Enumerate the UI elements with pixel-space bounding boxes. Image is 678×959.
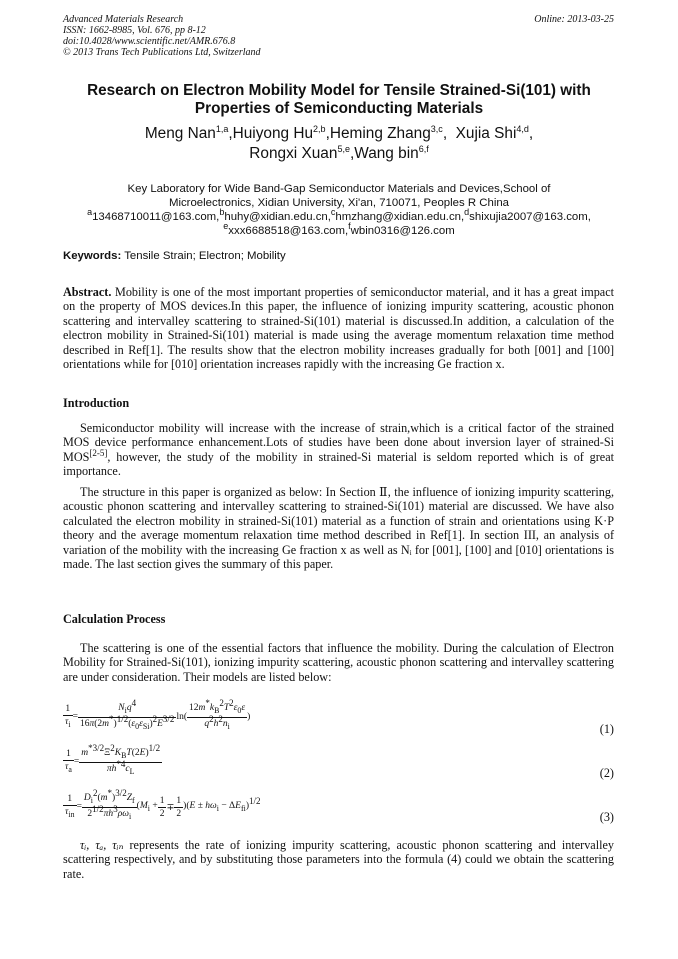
email-line: $^e$xxx6688518@163.com,$^f$wbin0316@126.com [223, 221, 455, 237]
email-sup: f [348, 221, 351, 232]
abstract-text: Mobility is one of the most important properties of semiconductor material, and it has a great impact on the property of MOS devices.In this paper, the influence of ionizing impurity scattering, acoustic phonon scattering and intervalley scattering to strained-Si(101) material is discussed.In addition, a calculation of the electron mobility in Strained-Si(101) material is made using the average momentum relaxation time method described in Ref[1]. The results show that the electron mobility increases gradually for both [001] and [100] orientations while for [010] orientation increases rapidly with the increasing Ge fraction x. [63, 285, 614, 372]
tau-symbols: τᵢ, τₐ, τᵢₙ [80, 838, 124, 852]
journal-name: Advanced Materials Research [63, 14, 184, 25]
eq-fraction: $\frac{1}{2}$ [159, 795, 165, 819]
affiliation-line: Microelectronics, Xidian University, Xi'an, 710071, Peoples R China [168, 197, 510, 209]
email-link[interactable]: xxx6688518@163.com [228, 225, 345, 237]
eq-fraction: $\frac{1}{\tau_a}$ [65, 749, 72, 775]
calc-paragraph-1: The scattering is one of the essential factors that influence the mobility. During the calculation of Electron Mobility for Strained-Si(101), ionizing impurity scattering, acoustic phonon scattering and intervalley scattering are under consideration. Their models are listed below: [63, 641, 614, 684]
equation-3: $\frac{1}{\tau_{in}}$ = $\frac{D_i^2(m^*)^{3/2}Z_f}{2^{1/2}\pi h^3\rho\omega_i}$ ($M_i$ + $\frac{1}{2}$ ∓ $\frac{1}{2}$ )$(E \pm h\omega_i - \Delta E_{fi})^{1/2}$ [65, 787, 261, 821]
author-sup: 6,f [418, 143, 429, 154]
online-date: Online: 2013-03-25 [534, 14, 614, 25]
intro-text: Semiconductor mobility will increase with the increase of strain,which is a critical factor of the strained MOS device performance enhancement.Lots of studies have been done about inversion layer of strained-Si MOS [63, 421, 614, 464]
citation: [2-5] [89, 447, 108, 458]
keywords-text: Tensile Strain; Electron; Mobility [124, 250, 286, 262]
email-link[interactable]: wbin0316@126.com [350, 225, 455, 237]
email-link[interactable]: 13468710011@163.com [92, 211, 217, 223]
email-sup: c [330, 207, 336, 218]
abstract [63, 285, 614, 371]
author-sup: 1,a [215, 123, 229, 134]
doi: doi:10.4028/www.scientific.net/AMR.676.8 [63, 36, 236, 47]
journal-header [63, 14, 261, 58]
intro-text: , however, the study of the mobility in strained-Si material is seldom reported which is of great importance. [63, 449, 614, 479]
eq-fraction: $\frac{1}{2}$ [176, 795, 182, 819]
calc-text: represents the rate of ionizing impurity scattering, acoustic phonon scattering and intervalley scattering respectively, and by substituting those parameters into the formula (4) could we obtain the scattering rate. [63, 838, 614, 881]
copyright: © 2013 Trans Tech Publications Ltd, Switzerland [63, 47, 261, 58]
email-link[interactable]: huhy@xidian.edu.cn [224, 211, 328, 223]
author-sup: 2,b [313, 123, 326, 134]
email-sup: d [464, 207, 470, 218]
calc-paragraph-2 [63, 838, 614, 881]
intro-paragraph-1 [63, 421, 614, 479]
author: Rongxi Xuan [249, 145, 338, 162]
author-list: Meng Nan$^{1,a}$,Huiyong Hu$^{2,b}$,Heming Zhang$^{3,c}$, Xujia Shi$^{4,d}$, Rongxi Xuan$^{5,e}$,Wang bin$^{6,f}$ [144, 123, 534, 162]
section-heading-calculation: Calculation Process [63, 612, 166, 626]
email-link[interactable]: hmzhang@xidian.edu.cn [335, 211, 461, 223]
keywords [63, 249, 614, 263]
author-sup: 4,d [516, 123, 529, 134]
affiliation-line: Key Laboratory for Wide Band-Gap Semiconductor Materials and Devices,School of [127, 183, 551, 195]
email-sup: b [219, 207, 225, 218]
eq-fraction: $\frac{m^{*3/2}\Xi^2K_BT(2E)^{1/2}}{\pi h^{*4}c_L}$ [81, 742, 161, 776]
email-sup: a [87, 207, 93, 218]
email-link[interactable]: shixujia2007@163.com [469, 211, 588, 223]
eq-fraction: $\frac{D_i^2(m^*)^{3/2}Z_f}{2^{1/2}\pi h^3\rho\omega_i}$ [83, 787, 135, 821]
author-sup: 3,c [430, 123, 443, 134]
eq-fraction: $\frac{1}{\tau_i}$ [65, 704, 71, 730]
equation-2: $\frac{1}{\tau_a}$ = $\frac{m^{*3/2}\Xi^2K_BT(2E)^{1/2}}{\pi h^{*4}c_L}$ [65, 742, 161, 776]
eq-fraction: $\frac{12m^*k_B^2T^2\varepsilon_0\varepsilon}{q^2h^2n_i}$ [189, 697, 246, 731]
equation-1: $\frac{1}{\tau_i}$ = $\frac{N_iq^4}{16\pi(2m^*)^{1/2}(\varepsilon_0\varepsilon_{Si})^2E^{3/2}}$ ln( $\frac{12m^*k_B^2T^2\varepsilon_0\varepsilon}{q^2h^2n_i}$ ) [65, 697, 251, 731]
issn: ISSN: 1662-8985, Vol. 676, pp 8-12 [63, 25, 206, 36]
equation-number: (1) [599, 722, 614, 736]
eq-fraction: $\frac{N_iq^4}{16\pi(2m^*)^{1/2}(\varepsilon_0\varepsilon_{Si})^2E^{3/2}}$ [79, 697, 175, 731]
email-line: $^a$13468710011@163.com,$^b$huhy@xidian.edu.cn,$^c$hmzhang@xidian.edu.cn,$^d$shixujia2007@163.com, [87, 207, 591, 223]
intro-paragraph-2: The structure in this paper is organized as below: In Section Ⅱ, the influence of ionizing impurity scattering, acoustic phonon scattering and intervalley scattering to strained-Si(101) material are discussed. We have also calculated the electron mobility in strained-Si(101) material as a function of strain and orientations using K·P theory and the average momentum relaxation time method described in Ref[1]. In section III, an analysis of variation of the mobility with the increasing Ge fraction x as well as Nᵢ for [001], [100] and [010] orientations is made. The last section gives the summary of this paper. [63, 485, 614, 572]
author: Huiyong Hu [232, 125, 314, 142]
keywords-label: Keywords: [63, 250, 122, 262]
email-sup: e [223, 221, 229, 232]
author: Meng Nan [144, 125, 216, 142]
author: Wang bin [354, 145, 419, 162]
author: Xujia Shi [455, 125, 517, 142]
affiliation [60, 182, 618, 238]
author-sup: 5,e [337, 143, 350, 154]
eq-fraction: $\frac{1}{\tau_{in}}$ [65, 794, 75, 820]
paper-title: Research on Electron Mobility Model for Tensile Strained-Si(101) with Properties of Semiconducting Materials [87, 82, 591, 117]
abstract-label: Abstract. [63, 285, 112, 299]
author: Heming Zhang [329, 125, 431, 142]
equation-number: (3) [599, 810, 614, 824]
equation-number: (2) [599, 766, 614, 780]
section-heading-introduction: Introduction [63, 396, 130, 410]
